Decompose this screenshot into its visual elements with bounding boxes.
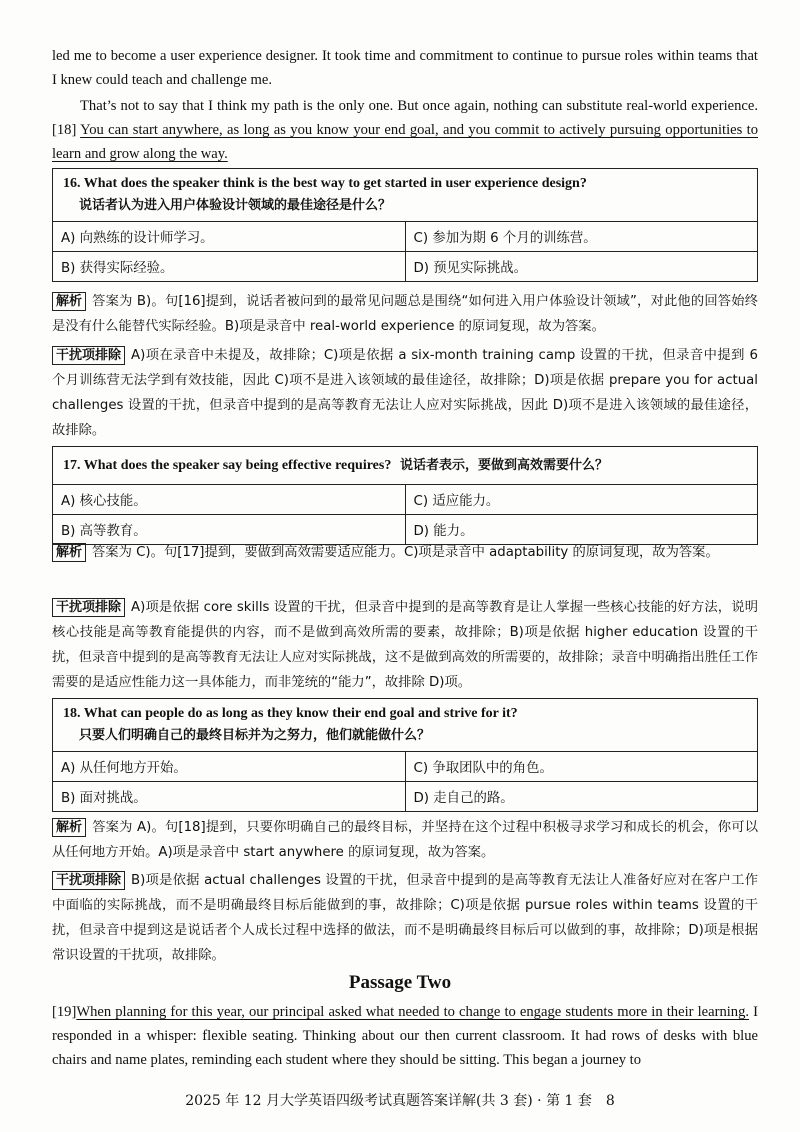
question-18-stem	[53, 699, 758, 752]
option-a: A) 从任何地方开始。	[53, 752, 406, 782]
distractor-text: B)项是依据 actual challenges 设置的干扰，但录音中提到的是高等教育无法让人准备好应对在客户工作中面临的实际挑战，而不是明确最终目标后能做到的事，故排除；C)项是依据 pursue roles within teams 设置的干扰，但录音中提到这是说话者个人成长过程中选择的做法，而不是明确最终目标后可以做到的事，故排除；D)项是根据常识设置的干扰项，故排除。	[52, 873, 758, 963]
sentence-19-underlined: When planning for this year, our principal asked what needed to change to engage students more in their learning.	[76, 1004, 750, 1020]
distractor-tag: 干扰项排除	[52, 598, 125, 617]
distractor-tag: 干扰项排除	[52, 871, 125, 890]
option-c: C) 适应能力。	[405, 485, 758, 515]
analysis-tag: 解析	[52, 818, 86, 837]
question-17-en: 17. What does the speaker say being effective requires?	[63, 457, 392, 473]
analysis-text: 答案为 C)。句[17]提到，要做到高效需要适应能力。C)项是录音中 adaptability 的原词复现，故为答案。	[92, 545, 719, 560]
option-d: D) 预见实际挑战。	[405, 252, 758, 282]
distractor-18	[52, 868, 758, 968]
passage-continuation: led me to become a user experience designer. It took time and commitment to continue to pursue roles within teams that I knew could teach and challenge me.	[52, 48, 758, 88]
question-16-table	[52, 168, 758, 282]
passage-paragraph	[52, 94, 758, 166]
option-c: C) 参加为期 6 个月的训练营。	[405, 222, 758, 252]
distractor-tag: 干扰项排除	[52, 346, 125, 365]
option-c: C) 争取团队中的角色。	[405, 752, 758, 782]
sentence-marker: [19]	[52, 1004, 77, 1020]
paragraph-intro: That’s not to say that I think my path is the only one. But once again, nothing can substitute real-world experience. [18]	[52, 98, 758, 138]
distractor-16	[52, 343, 758, 443]
analysis-text: 答案为 B)。句[16]提到，说话者被问到的最常见问题总是围绕“如何进入用户体验设计领域”，对此他的回答始终是没有什么能替代实际经验。B)项是录音中 real-world experience 的原词复现，故为答案。	[52, 294, 758, 334]
sentence-18-underlined: You can start anywhere, as long as you know your end goal, and you commit to actively pursuing opportunities to learn and grow along the way.	[52, 122, 759, 162]
analysis-tag: 解析	[52, 543, 86, 562]
question-16-zh: 说话者认为进入用户体验设计领域的最佳途径是什么？	[79, 198, 392, 213]
page-footer: 2025 年 12 月大学英语四级考试真题答案详解(共 3 套) · 第 1 套 8	[185, 1093, 615, 1109]
option-b: B) 高等教育。	[53, 515, 406, 545]
analysis-16	[52, 289, 758, 339]
option-b: B) 面对挑战。	[53, 782, 406, 812]
passage-title: Passage Two	[348, 972, 452, 993]
question-17-zh: 说话者表示，要做到高效需要什么？	[400, 457, 609, 473]
option-d: D) 能力。	[405, 515, 758, 545]
distractor-text: A)项是依据 core skills 设置的干扰，但录音中提到的是高等教育是让人掌握一些核心技能的好方法，说明核心技能是高等教育能提供的内容，而不是做到高效所需的要素，故排除；B)项是依据 higher education 设置的干扰，但录音中提到的是高等教育无法让人应对实际挑战，这不是做到高效的所需要的，故排除；录音中明确指出胜任工作需要的是适应性能力这一具体能力，而非笼统的“能力”，故排除 D)项。	[52, 600, 758, 690]
option-a: A) 向熟练的设计师学习。	[53, 222, 406, 252]
question-17-table	[52, 446, 758, 545]
analysis-17	[52, 540, 758, 565]
distractor-text: A)项在录音中未提及，故排除；C)项是依据 a six-month training camp 设置的干扰，但录音中提到 6 个月训练营无法学到有效技能，因此 C)项不是进入该领域的最佳途径，故排除；D)项是依据 prepare you for actual challenges 设置的干扰，但录音中提到的是高等教育无法让人应对实际挑战，因此 D)项不是进入该领域的最佳途径，故排除。	[52, 348, 758, 438]
question-18-zh: 只要人们明确自己的最终目标并为之努力，他们就能做什么？	[79, 728, 431, 743]
question-16-en: 16. What does the speaker think is the best way to get started in user experience design?	[63, 176, 587, 191]
question-17-stem	[53, 447, 758, 485]
analysis-18	[52, 815, 758, 865]
passage-two-text	[52, 1000, 758, 1072]
option-a: A) 核心技能。	[53, 485, 406, 515]
question-16-stem	[53, 169, 758, 222]
passage-two-rest: I responded in a whisper: flexible seating. Thinking about our then current classroom. It had rows of desks with blue chairs and name plates, reminding each student where they should be sitting. This began a journey to	[52, 1004, 758, 1068]
question-18-table	[52, 698, 758, 812]
option-d: D) 走自己的路。	[405, 782, 758, 812]
distractor-17	[52, 595, 758, 695]
analysis-text: 答案为 A)。句[18]提到，只要你明确自己的最终目标，并坚持在这个过程中积极寻求学习和成长的机会，你可以从任何地方开始。A)项是录音中 start anywhere 的原词复现，故为答案。	[52, 820, 758, 860]
analysis-tag: 解析	[52, 292, 86, 311]
question-18-en: 18. What can people do as long as they know their end goal and strive for it?	[63, 706, 518, 721]
option-b: B) 获得实际经验。	[53, 252, 406, 282]
